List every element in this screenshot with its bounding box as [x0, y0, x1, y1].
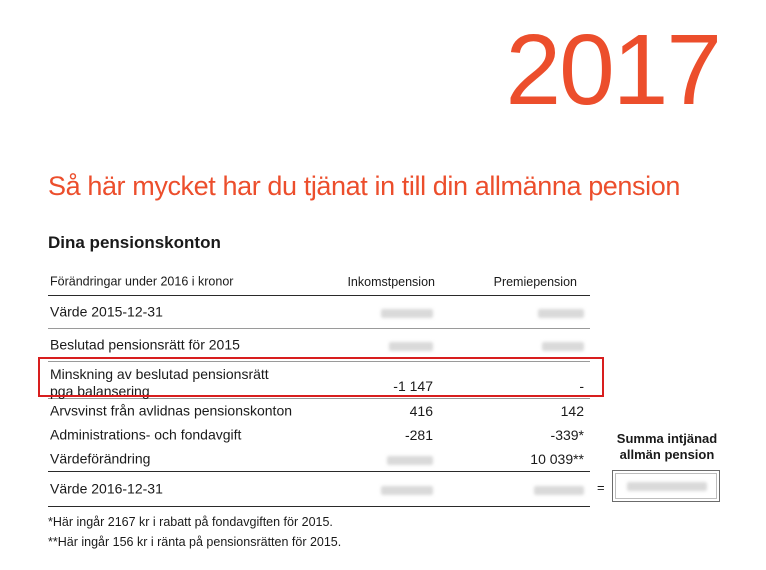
blurred-value — [538, 304, 584, 320]
footnotes — [48, 512, 341, 552]
blurred-value — [534, 481, 584, 497]
row-label: Värde 2015-12-31 — [50, 303, 163, 320]
table-header-row — [48, 268, 590, 296]
summa-value-box — [612, 470, 720, 502]
table-row-varde-2016 — [48, 472, 590, 507]
table-row-arvsvinst — [48, 399, 590, 423]
row-label: Värdeförändring — [50, 450, 151, 467]
section-title: Dina pensionskonton — [48, 233, 221, 252]
premiepension-value: 142 — [560, 403, 584, 419]
blurred-value — [381, 481, 433, 497]
highlight-box — [38, 357, 604, 397]
inkomstpension-value: 416 — [409, 403, 433, 419]
blurred-value — [387, 451, 433, 467]
row-label: Administrations- och fondavgift — [50, 426, 242, 443]
table-row-varde-2015 — [48, 296, 590, 329]
summa-title — [612, 431, 722, 463]
footnote: **Här ingår 156 kr i ränta på pensionsrätten för 2015. — [48, 535, 342, 549]
page-headline: Så här mycket har du tjänat in till din allmänna pension — [48, 171, 680, 201]
summa-title-line1: Summa intjänad — [616, 431, 718, 446]
blurred-value — [389, 337, 433, 353]
row-label-line1: Minskning av beslutad pensionsrätt — [50, 366, 269, 382]
blurred-value — [381, 304, 433, 320]
blurred-value — [627, 482, 707, 491]
table-row-vardeforandring — [48, 447, 590, 472]
premiepension-value: 10 039** — [530, 451, 584, 467]
year-heading: 2017 — [505, 14, 720, 126]
summa-title-line2: allmän pension — [619, 447, 715, 462]
row-label-line2: pga balansering — [50, 383, 150, 399]
row-label: Beslutad pensionsrätt för 2015 — [50, 336, 240, 353]
premiepension-value: -339* — [550, 427, 584, 443]
header-inkomstpension: Inkomstpension — [347, 274, 435, 289]
row-label: Värde 2016-12-31 — [50, 480, 163, 497]
blurred-value — [542, 337, 584, 353]
inkomstpension-value: -281 — [404, 427, 433, 443]
inkomstpension-value: -1 147 — [393, 378, 433, 394]
header-label: Förändringar under 2016 i kronor — [50, 274, 234, 288]
header-premiepension: Premiepension — [493, 274, 577, 289]
equals-sign: = — [597, 480, 605, 495]
premiepension-value: - — [579, 378, 584, 394]
footnote: *Här ingår 2167 kr i rabatt på fondavgiften för 2015. — [48, 515, 333, 529]
table-row-avgift — [48, 423, 590, 447]
row-label: Arvsvinst från avlidnas pensionskonton — [50, 402, 293, 419]
